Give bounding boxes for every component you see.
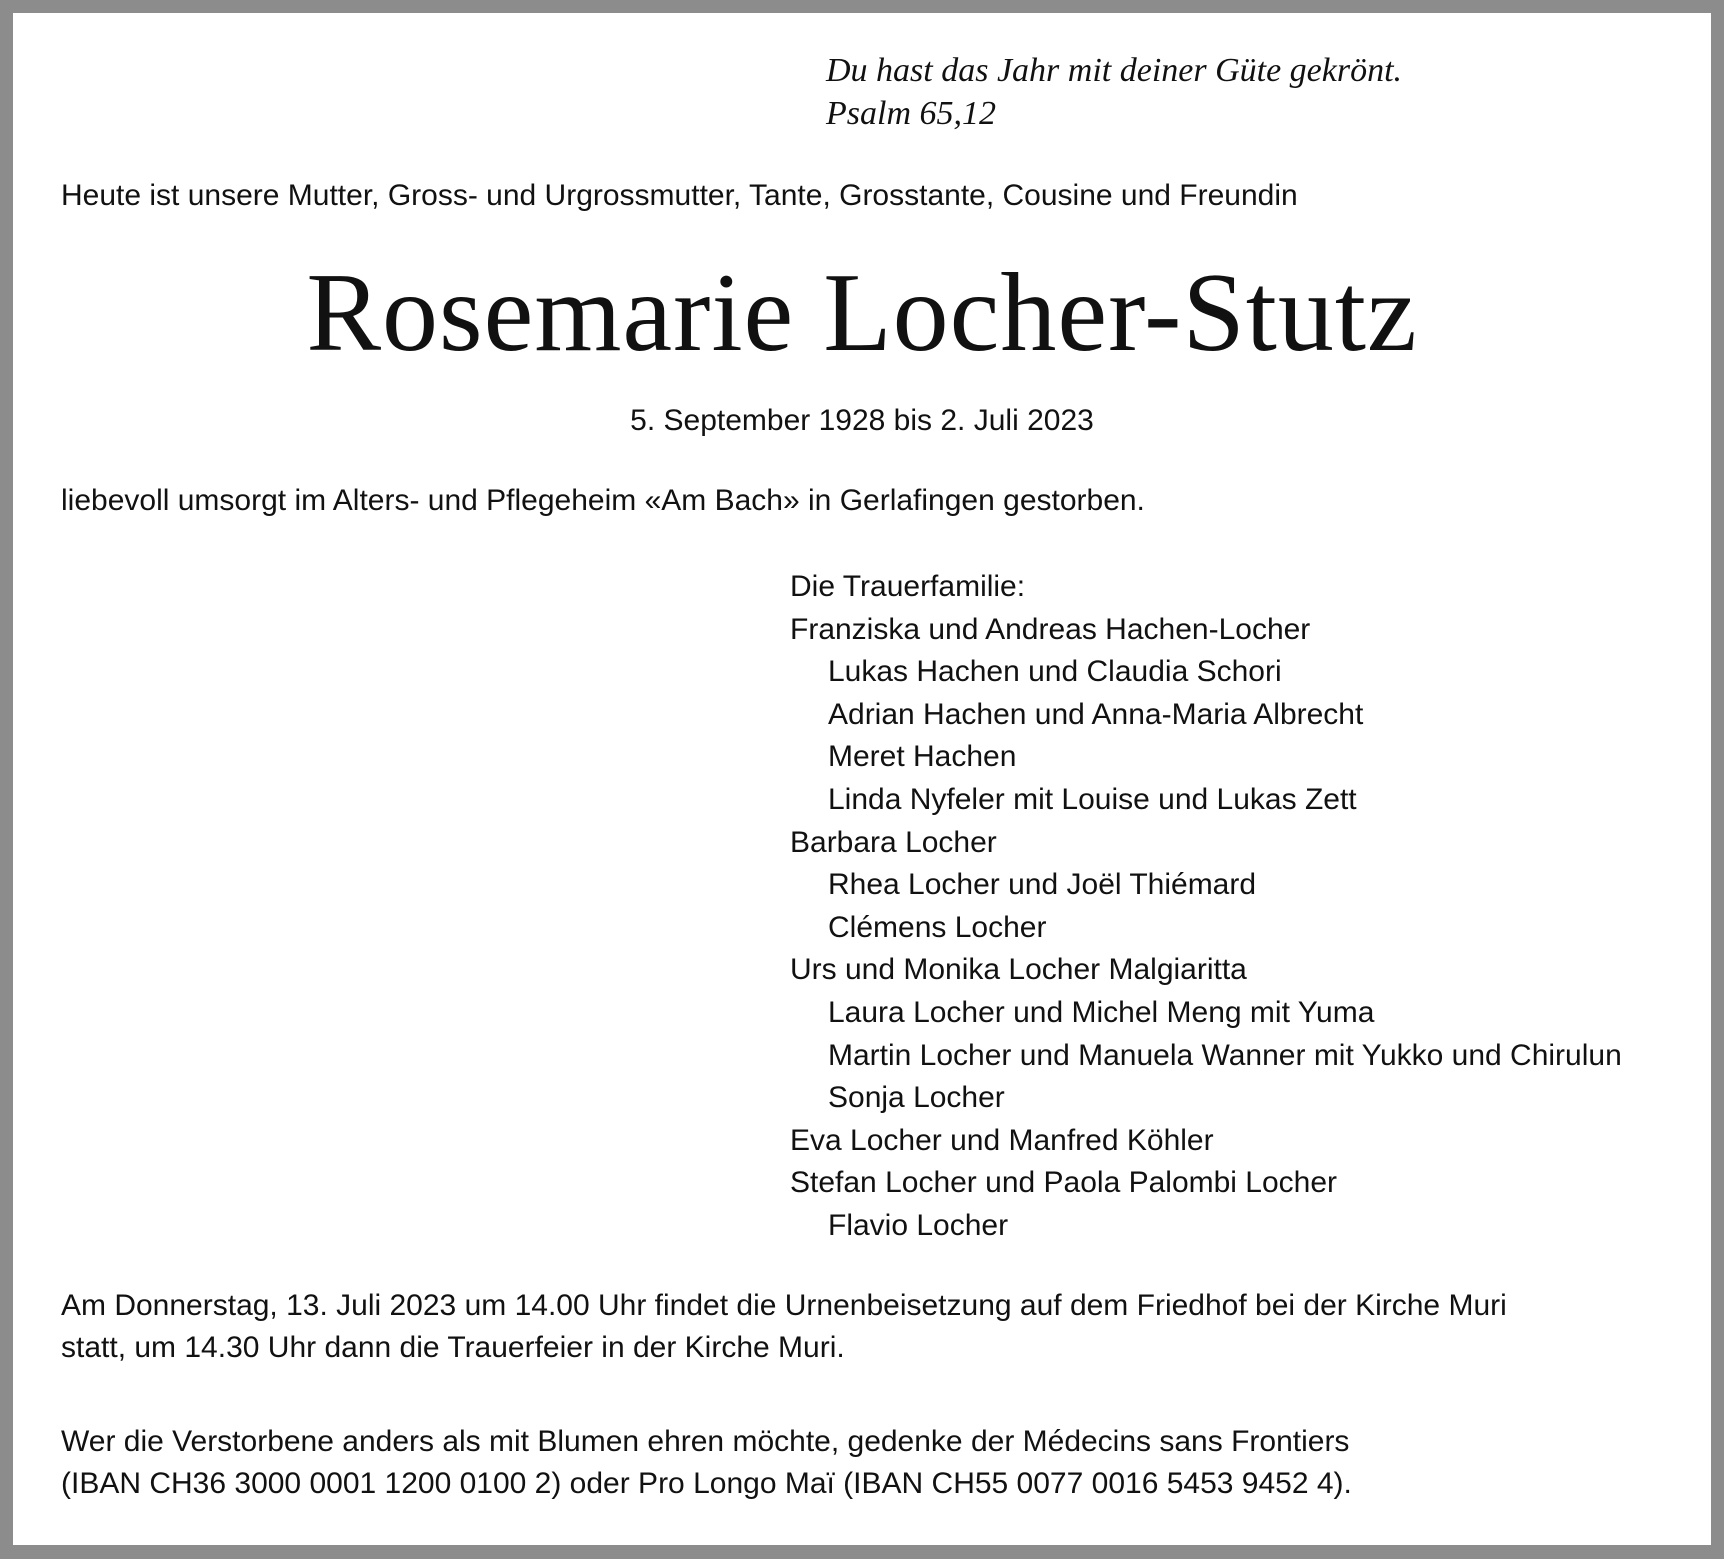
donation-line: Wer die Verstorbene anders als mit Blumen ehren möchte, gedenke der Médecins sans Frontiers bbox=[61, 1425, 1350, 1458]
death-note: liebevoll umsorgt im Alters- und Pflegeheim «Am Bach» in Gerlafingen gestorben. bbox=[61, 484, 1145, 517]
mourning-family bbox=[790, 566, 1622, 1248]
family-member: Eva Locher und Manfred Köhler bbox=[790, 1123, 1214, 1157]
family-member: Clémens Locher bbox=[828, 910, 1047, 944]
obituary-notice bbox=[13, 13, 1711, 1545]
family-member: Martin Locher und Manuela Wanner mit Yukko und Chirulun bbox=[828, 1038, 1622, 1072]
life-dates: 5. September 1928 bis 2. Juli 2023 bbox=[630, 404, 1094, 437]
intro-text: Heute ist unsere Mutter, Gross- und Urgrossmutter, Tante, Grosstante, Cousine und Freundin bbox=[61, 179, 1298, 212]
service-information bbox=[61, 1285, 1661, 1369]
service-line: Am Donnerstag, 13. Juli 2023 um 14.00 Uhr findet die Urnenbeisetzung auf dem Friedhof bei der Kirche Muri bbox=[61, 1289, 1507, 1322]
donation-line: (IBAN CH36 3000 0001 1200 0100 2) oder Pro Longo Maï (IBAN CH55 0077 0016 5453 9452 4). bbox=[61, 1467, 1352, 1500]
family-member: Laura Locher und Michel Meng mit Yuma bbox=[828, 995, 1375, 1029]
family-member: Barbara Locher bbox=[790, 825, 997, 859]
verse-reference: Psalm 65,12 bbox=[826, 95, 996, 132]
family-member: Lukas Hachen und Claudia Schori bbox=[828, 655, 1282, 689]
family-member: Stefan Locher und Paola Palombi Locher bbox=[790, 1166, 1338, 1200]
family-member: Meret Hachen bbox=[828, 740, 1017, 774]
family-member: Sonja Locher bbox=[828, 1081, 1005, 1115]
family-member: Flavio Locher bbox=[828, 1208, 1009, 1242]
deceased-name: Rosemarie Locher-Stutz bbox=[306, 251, 1418, 375]
family-member: Rhea Locher und Joël Thiémard bbox=[828, 868, 1257, 902]
family-member: Franziska und Andreas Hachen-Locher bbox=[790, 612, 1311, 646]
family-member: Linda Nyfeler mit Louise und Lukas Zett bbox=[828, 782, 1357, 816]
service-line: statt, um 14.30 Uhr dann die Trauerfeier in der Kirche Muri. bbox=[61, 1331, 845, 1364]
family-member: Adrian Hachen und Anna-Maria Albrecht bbox=[828, 697, 1364, 731]
verse-text: Du hast das Jahr mit deiner Güte gekrönt. bbox=[826, 52, 1403, 89]
bible-verse bbox=[826, 49, 1402, 135]
family-heading: Die Trauerfamilie: bbox=[790, 570, 1026, 603]
donation-information bbox=[61, 1421, 1352, 1505]
family-member: Urs und Monika Locher Malgiaritta bbox=[790, 953, 1247, 987]
